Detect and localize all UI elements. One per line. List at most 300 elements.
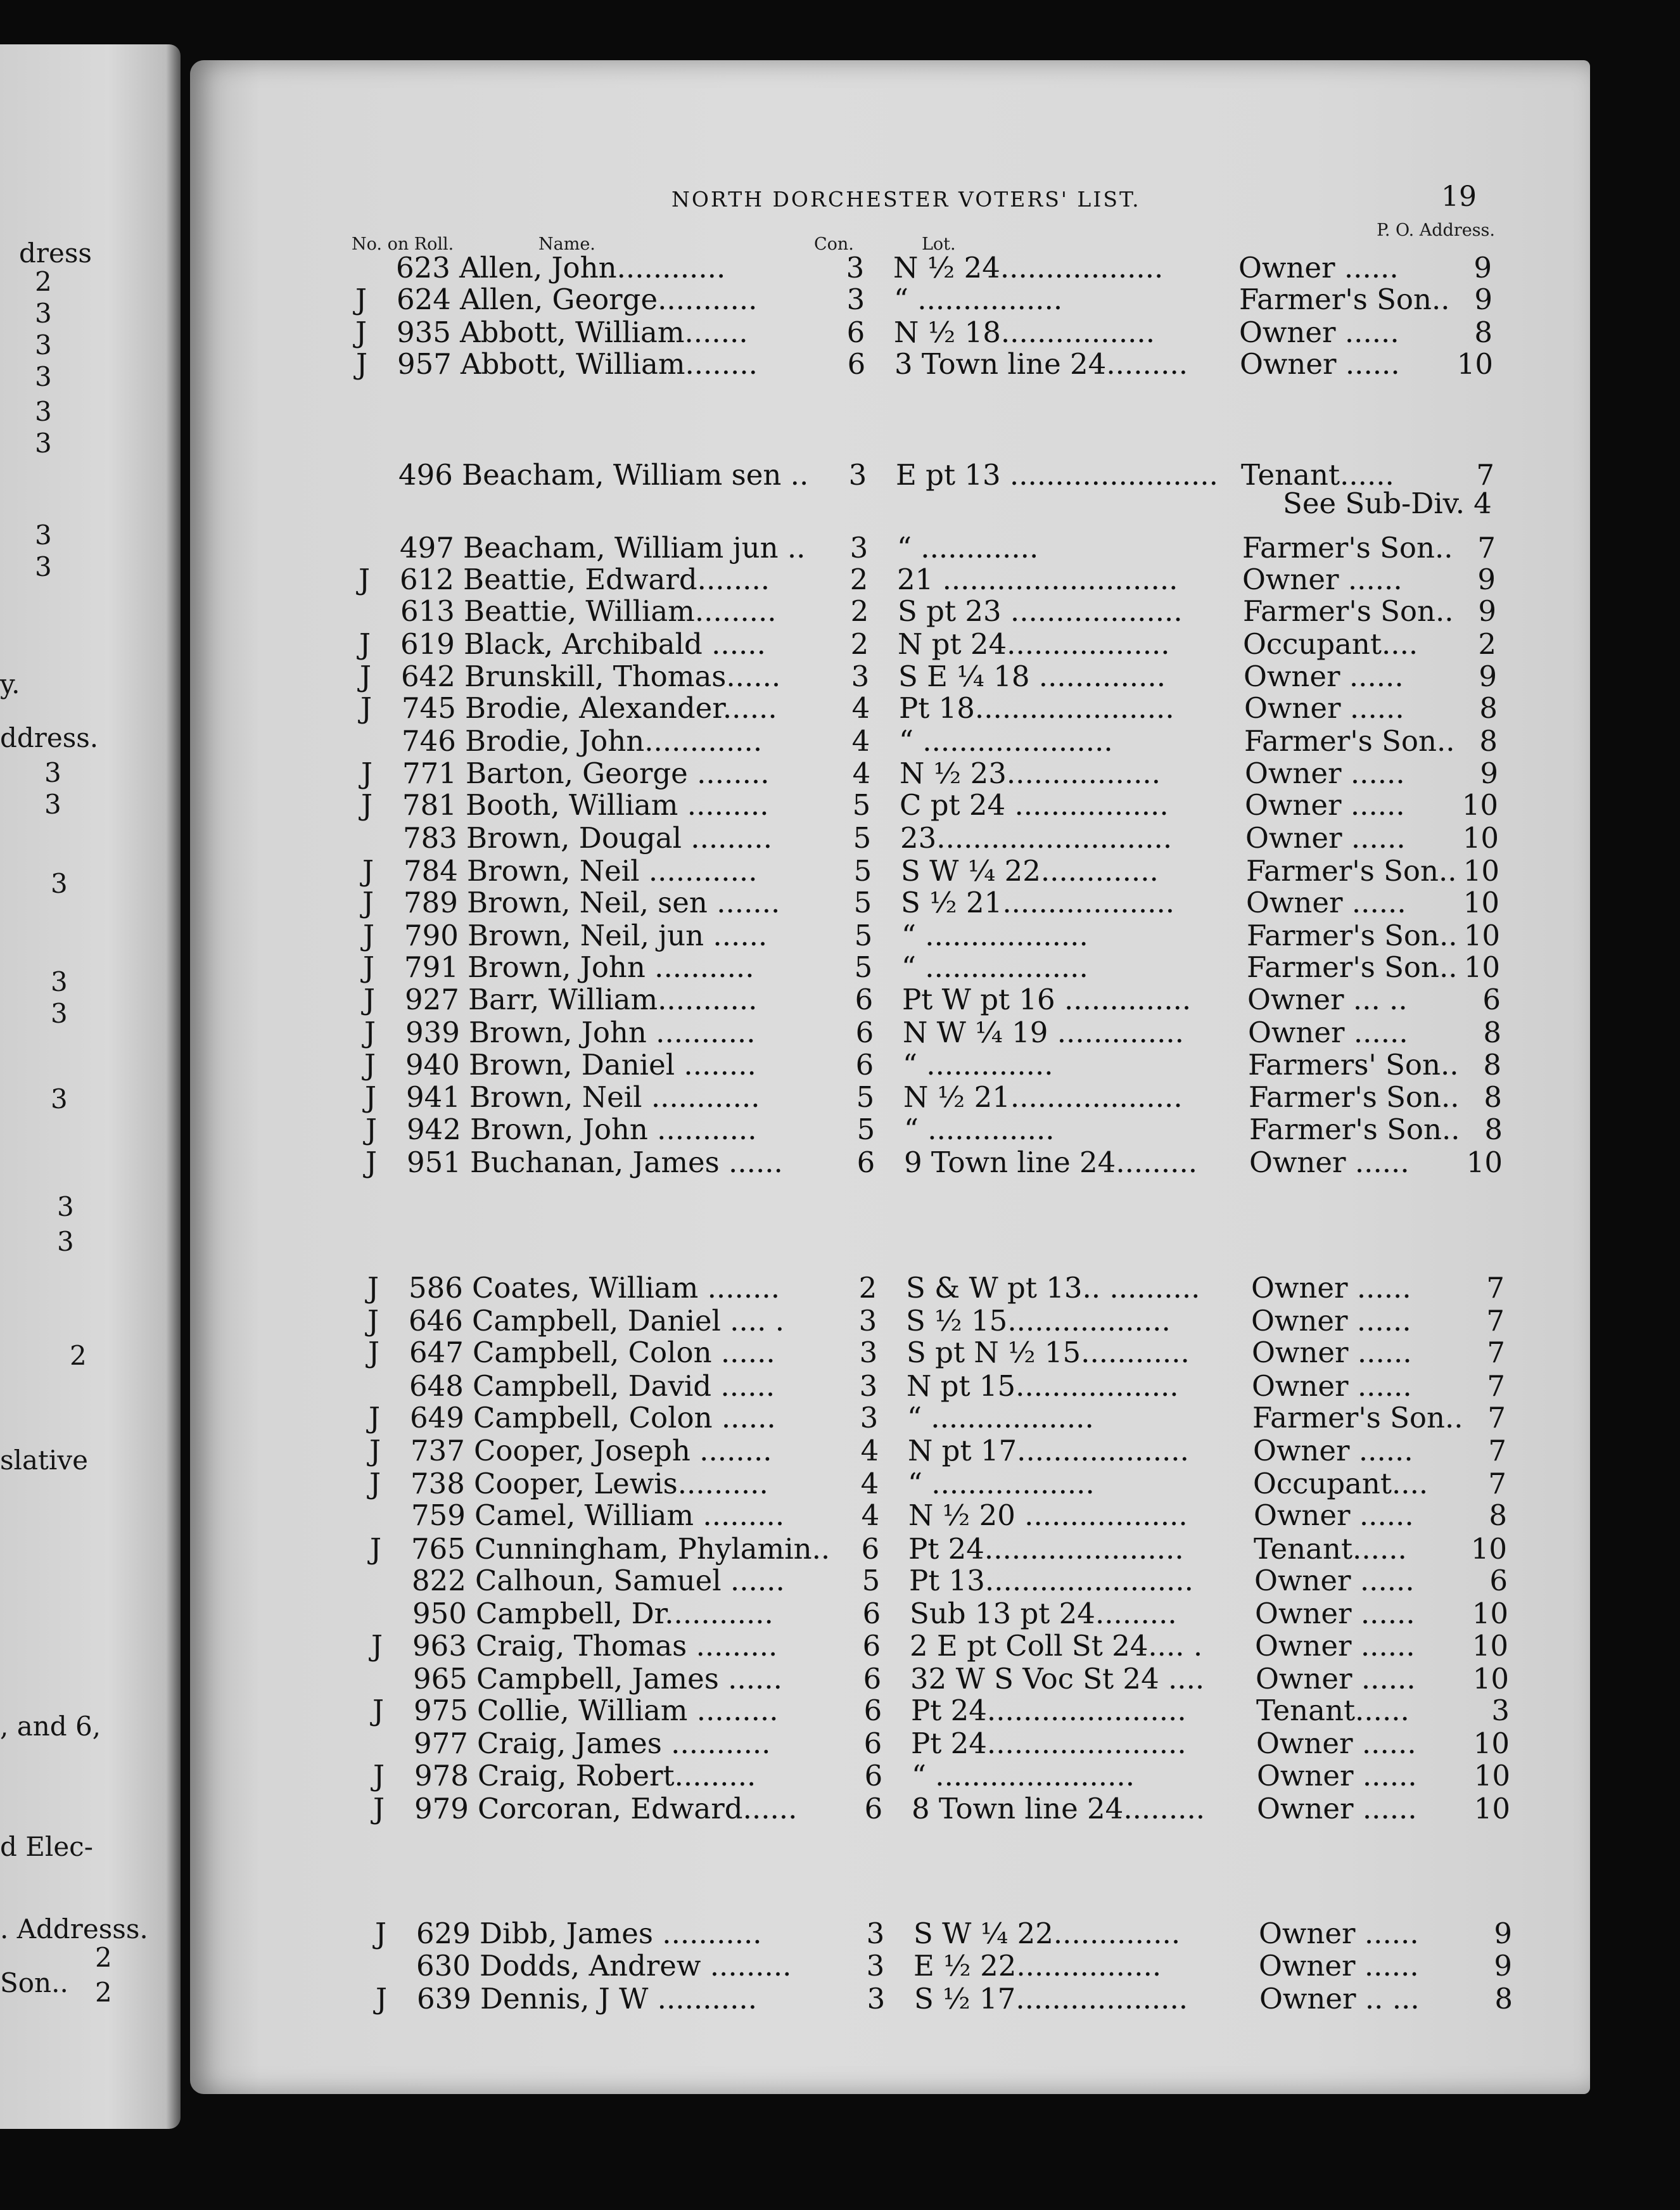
voter-entry bbox=[0, 1434, 1680, 1466]
entry-name: Beacham, William jun .. bbox=[463, 531, 806, 565]
entry-address: 10 bbox=[1473, 1759, 1510, 1792]
voter-entry bbox=[0, 1146, 1680, 1177]
entry-address: 8 bbox=[1479, 691, 1498, 725]
entry-status: Farmer's Son.. bbox=[1246, 854, 1457, 888]
voter-entry bbox=[0, 1982, 1680, 2014]
entry-status: Tenant...... bbox=[1254, 1532, 1407, 1566]
entry-roll: 737 bbox=[410, 1434, 465, 1467]
entry-lot: S W ¼ 22............. bbox=[901, 854, 1159, 888]
entry-address: 7 bbox=[1476, 458, 1494, 492]
voter-entry bbox=[0, 1727, 1680, 1758]
entry-name: Cunningham, Phylamin.. bbox=[474, 1532, 830, 1566]
entry-status: Owner ...... bbox=[1254, 1498, 1414, 1532]
entry-address: 8 bbox=[1483, 1016, 1501, 1049]
entry-status: Farmer's Son.. bbox=[1249, 1113, 1460, 1146]
entry-name: Dennis, J W ........... bbox=[480, 1982, 758, 2015]
entry-lot: 3 Town line 24......... bbox=[894, 347, 1188, 381]
voter-entry bbox=[0, 283, 1680, 314]
entry-mark: J bbox=[369, 1401, 381, 1434]
voter-entry bbox=[0, 347, 1680, 379]
column-header-con: Con. bbox=[814, 234, 854, 254]
entry-status: Owner ...... bbox=[1255, 1629, 1415, 1663]
entry-address: 10 bbox=[1473, 1727, 1510, 1760]
entry-status: Owner ...... bbox=[1257, 1759, 1417, 1792]
voter-entry bbox=[0, 458, 1680, 490]
entry-name: Craig, Robert......... bbox=[478, 1759, 756, 1792]
left-page-fragment: 2 bbox=[35, 266, 52, 297]
entry-name: Black, Archibald ...... bbox=[464, 627, 766, 661]
entry-name: Abbott, William........ bbox=[461, 347, 758, 381]
entry-con: 3 bbox=[848, 458, 867, 492]
voter-entry bbox=[0, 1048, 1680, 1080]
entry-status: Owner ...... bbox=[1252, 1336, 1412, 1369]
left-page-fragment: . Addresss. bbox=[0, 1913, 148, 1945]
entry-con: 3 bbox=[846, 283, 865, 316]
entry-address: 6 bbox=[1482, 983, 1501, 1016]
left-page-fragment: 2 bbox=[70, 1340, 87, 1371]
entry-lot: Pt 13....................... bbox=[909, 1564, 1193, 1597]
entry-roll: 940 bbox=[405, 1048, 460, 1082]
entry-mark: J bbox=[368, 1336, 380, 1369]
entry-con: 5 bbox=[856, 1113, 875, 1146]
entry-status: Owner ...... bbox=[1256, 1662, 1416, 1696]
entry-con: 5 bbox=[862, 1564, 881, 1597]
entry-roll: 497 bbox=[400, 531, 454, 565]
entry-con: 6 bbox=[862, 1597, 881, 1630]
entry-name: Brown, John ........... bbox=[468, 950, 754, 984]
voter-entry bbox=[0, 1113, 1680, 1144]
left-page-fragment: 3 bbox=[57, 1191, 74, 1222]
voter-entry bbox=[0, 1759, 1680, 1791]
entry-lot: 32 W S Voc St 24 .... bbox=[910, 1662, 1205, 1696]
entry-roll: 771 bbox=[402, 757, 457, 790]
voter-entry bbox=[0, 594, 1680, 626]
left-page-fragment: 3 bbox=[35, 428, 52, 459]
voter-entry bbox=[0, 1304, 1680, 1336]
entry-address: 7 bbox=[1487, 1401, 1506, 1434]
entry-roll: 649 bbox=[410, 1401, 464, 1434]
entry-roll: 950 bbox=[412, 1597, 467, 1630]
entry-con: 3 bbox=[867, 1982, 886, 2015]
entry-address: 9 bbox=[1479, 660, 1497, 693]
entry-con: 2 bbox=[850, 594, 869, 628]
entry-address: 8 bbox=[1483, 1048, 1501, 1082]
entry-mark: J bbox=[362, 886, 374, 919]
entry-mark: J bbox=[363, 950, 375, 984]
entry-name: Campbell, Daniel .... . bbox=[472, 1304, 785, 1338]
entry-lot: N ½ 24.................. bbox=[893, 251, 1164, 284]
entry-name: Dibb, James ........... bbox=[480, 1917, 762, 1950]
voter-entry bbox=[0, 531, 1680, 563]
entry-mark: J bbox=[359, 627, 371, 661]
voter-entry bbox=[0, 788, 1680, 820]
entry-con: 3 bbox=[858, 1304, 877, 1338]
entry-status: Owner ...... bbox=[1251, 1271, 1411, 1305]
entry-con: 4 bbox=[851, 691, 870, 725]
voter-entry bbox=[0, 316, 1680, 347]
entry-status: Farmer's Son.. bbox=[1247, 950, 1458, 984]
entry-name: Camel, William ......... bbox=[474, 1498, 785, 1532]
entry-con: 6 bbox=[856, 1146, 875, 1179]
entry-lot: Pt W pt 16 .............. bbox=[902, 983, 1192, 1016]
entry-lot: S ½ 21................... bbox=[901, 886, 1175, 919]
entry-con: 5 bbox=[854, 919, 873, 952]
voter-entry bbox=[0, 821, 1680, 853]
entry-address: 10 bbox=[1463, 854, 1499, 888]
entry-name: Cooper, Joseph ........ bbox=[474, 1434, 772, 1467]
entry-name: Brown, Daniel ........ bbox=[469, 1048, 756, 1082]
entry-mark: J bbox=[366, 1146, 378, 1179]
voter-entry bbox=[0, 660, 1680, 691]
entry-roll: 790 bbox=[404, 919, 459, 952]
entry-name: Campbell, Colon ...... bbox=[473, 1401, 776, 1434]
entry-lot: S ½ 17................... bbox=[914, 1982, 1188, 2015]
left-page-fragment: 2 bbox=[95, 1942, 112, 1973]
column-header-address: P. O. Address. bbox=[1377, 220, 1495, 240]
left-page-fragment: 3 bbox=[51, 1083, 68, 1115]
entry-lot: Pt 24...................... bbox=[908, 1532, 1184, 1566]
entry-name: Beattie, Edward........ bbox=[463, 563, 770, 596]
entry-con: 2 bbox=[850, 563, 869, 596]
entry-lot: S ½ 15.................. bbox=[906, 1304, 1171, 1338]
entry-con: 6 bbox=[855, 1048, 874, 1082]
entry-roll: 783 bbox=[403, 821, 457, 855]
entry-roll: 977 bbox=[414, 1727, 468, 1760]
entry-lot: “ .............. bbox=[904, 1113, 1055, 1146]
voter-entry bbox=[0, 1917, 1680, 1948]
entry-status: Farmer's Son.. bbox=[1243, 594, 1454, 628]
entry-name: Campbell, James ...... bbox=[476, 1662, 782, 1696]
entry-con: 4 bbox=[860, 1434, 879, 1467]
entry-mark: J bbox=[360, 691, 372, 725]
entry-status: Owner .. ... bbox=[1259, 1982, 1420, 2015]
voter-entry bbox=[0, 1016, 1680, 1047]
left-page-fragment: 3 bbox=[35, 551, 52, 582]
entry-address: 10 bbox=[1466, 1146, 1503, 1179]
entry-con: 6 bbox=[855, 1016, 874, 1049]
entry-address: 9 bbox=[1473, 251, 1492, 284]
voter-entry bbox=[0, 1949, 1680, 1981]
entry-name: Brodie, John............. bbox=[465, 724, 763, 758]
entry-status: Owner ...... bbox=[1244, 660, 1404, 693]
voter-entry bbox=[0, 854, 1680, 886]
entry-con: 6 bbox=[855, 983, 874, 1016]
left-page-fragment: Son.. bbox=[0, 1967, 68, 1998]
entry-status: Owner ...... bbox=[1245, 757, 1405, 790]
entry-address: 9 bbox=[1494, 1917, 1512, 1950]
entry-con: 3 bbox=[851, 660, 870, 693]
column-header-lot: Lot. bbox=[922, 234, 956, 254]
entry-address: 7 bbox=[1488, 1467, 1506, 1500]
left-page-fragment: 3 bbox=[35, 329, 52, 361]
voter-entry bbox=[0, 1080, 1680, 1112]
entry-status: Farmer's Son.. bbox=[1242, 531, 1453, 565]
entry-name: Allen, George........... bbox=[460, 283, 758, 316]
entry-roll: 586 bbox=[409, 1271, 463, 1305]
left-page-fragment: 3 bbox=[51, 868, 68, 899]
column-header-roll: No. on Roll. bbox=[352, 234, 454, 254]
entry-roll: 957 bbox=[397, 347, 452, 381]
entry-name: Corcoran, Edward...... bbox=[478, 1792, 798, 1825]
entry-con: 5 bbox=[852, 788, 871, 822]
entry-address: 9 bbox=[1477, 563, 1496, 596]
entry-address: 10 bbox=[1463, 950, 1500, 984]
entry-roll: 822 bbox=[412, 1564, 466, 1597]
entry-address: 10 bbox=[1463, 919, 1500, 952]
entry-con: 2 bbox=[858, 1271, 877, 1305]
entry-status: Owner ...... bbox=[1249, 1146, 1410, 1179]
entry-name: Dodds, Andrew ......... bbox=[480, 1949, 792, 1983]
entry-roll: 979 bbox=[414, 1792, 469, 1825]
entry-con: 3 bbox=[846, 251, 865, 284]
entry-con: 3 bbox=[866, 1949, 885, 1983]
entry-lot: “ ..................... bbox=[899, 724, 1113, 758]
entry-status: Owner ...... bbox=[1238, 251, 1399, 284]
entry-lot: 23.......................... bbox=[900, 821, 1173, 855]
entry-mark: J bbox=[355, 283, 367, 316]
voter-entry bbox=[0, 1271, 1680, 1303]
entry-lot: N pt 24.................. bbox=[898, 627, 1170, 661]
entry-address: 10 bbox=[1461, 788, 1498, 822]
entry-address: 9 bbox=[1474, 283, 1492, 316]
entry-lot: Pt 24...................... bbox=[911, 1727, 1187, 1760]
entry-con: 3 bbox=[859, 1336, 878, 1369]
entry-roll: 784 bbox=[404, 854, 458, 888]
entry-status: Owner ...... bbox=[1248, 1016, 1408, 1049]
voter-entry bbox=[0, 886, 1680, 917]
voter-entry bbox=[0, 1564, 1680, 1595]
entry-mark: J bbox=[356, 347, 368, 381]
entry-status: Owner ...... bbox=[1259, 1917, 1419, 1950]
entry-mark: J bbox=[361, 757, 373, 790]
left-page-fragment: 3 bbox=[57, 1226, 74, 1257]
entry-lot: E ½ 22................ bbox=[913, 1949, 1162, 1983]
entry-address: 9 bbox=[1480, 757, 1498, 790]
entry-address: 8 bbox=[1494, 1982, 1513, 2015]
entry-con: 5 bbox=[856, 1080, 875, 1114]
entry-status: Farmer's Son.. bbox=[1239, 283, 1450, 316]
entry-con: 4 bbox=[852, 757, 871, 790]
entry-lot: “ .................. bbox=[907, 1401, 1094, 1434]
voter-entry bbox=[0, 1629, 1680, 1661]
entry-name: Buchanan, James ...... bbox=[470, 1146, 783, 1179]
entry-address: 6 bbox=[1489, 1564, 1508, 1597]
entry-con: 3 bbox=[860, 1401, 879, 1434]
left-page-fragment: 3 bbox=[35, 361, 52, 392]
entry-address: 8 bbox=[1489, 1498, 1507, 1532]
entry-mark: J bbox=[366, 1113, 378, 1146]
left-page-fragment: 3 bbox=[44, 789, 61, 820]
left-page-fragment: dress bbox=[19, 238, 92, 269]
entry-mark: J bbox=[363, 919, 375, 952]
entry-roll: 624 bbox=[397, 283, 451, 316]
entry-status: Occupant.... bbox=[1253, 1467, 1429, 1500]
left-page-fragment: d Elec- bbox=[0, 1831, 93, 1862]
entry-status: Owner ...... bbox=[1245, 788, 1405, 822]
entry-name: Brown, John ........... bbox=[470, 1113, 757, 1146]
entry-address: 9 bbox=[1494, 1949, 1512, 1983]
entry-lot: S E ¼ 18 .............. bbox=[898, 660, 1166, 693]
entry-mark: J bbox=[372, 1694, 385, 1727]
entry-lot: “ .............. bbox=[903, 1048, 1053, 1082]
entry-address: 8 bbox=[1474, 316, 1492, 349]
entry-lot: S pt N ½ 15............ bbox=[907, 1336, 1190, 1369]
entry-name: Barton, George ........ bbox=[466, 757, 770, 790]
entry-lot: “ ...................... bbox=[912, 1759, 1135, 1792]
voter-entry bbox=[0, 1694, 1680, 1725]
entry-roll: 613 bbox=[400, 594, 455, 628]
entry-mark: J bbox=[359, 563, 371, 596]
voter-entry bbox=[0, 1369, 1680, 1401]
entry-roll: 765 bbox=[411, 1532, 466, 1566]
entry-con: 6 bbox=[863, 1694, 882, 1727]
voter-entry bbox=[0, 1401, 1680, 1433]
entry-status: Owner ...... bbox=[1242, 563, 1403, 596]
entry-con: 6 bbox=[861, 1532, 880, 1566]
entry-roll: 746 bbox=[402, 724, 456, 758]
entry-con: 5 bbox=[854, 950, 873, 984]
entry-roll: 612 bbox=[400, 563, 454, 596]
left-page-fragment: y. bbox=[0, 668, 20, 699]
entry-status: Owner ...... bbox=[1253, 1434, 1413, 1467]
left-page-fragment: slative bbox=[0, 1445, 88, 1476]
entry-status: Farmer's Son.. bbox=[1247, 919, 1458, 952]
entry-status: Owner ...... bbox=[1254, 1564, 1415, 1597]
left-page-fragment: 3 bbox=[35, 520, 52, 551]
entry-address: 10 bbox=[1472, 1597, 1508, 1630]
entry-roll: 941 bbox=[406, 1080, 461, 1114]
entry-lot: 2 E pt Coll St 24.... . bbox=[910, 1629, 1203, 1663]
entry-mark: J bbox=[360, 660, 372, 693]
voter-entry bbox=[0, 251, 1680, 283]
entry-address: 10 bbox=[1462, 821, 1499, 855]
entry-name: Campbell, David ...... bbox=[473, 1369, 775, 1403]
entry-roll: 639 bbox=[417, 1982, 471, 2015]
entry-address: 10 bbox=[1472, 1629, 1508, 1663]
entry-status: Owner ...... bbox=[1246, 886, 1406, 919]
entry-address: 2 bbox=[1478, 627, 1496, 661]
entry-con: 4 bbox=[860, 1467, 879, 1500]
entry-status: Owner ...... bbox=[1255, 1597, 1415, 1630]
entry-roll: 939 bbox=[405, 1016, 460, 1049]
entry-address: 9 bbox=[1478, 594, 1496, 628]
entry-roll: 942 bbox=[407, 1113, 461, 1146]
entry-name: Craig, James ........... bbox=[477, 1727, 771, 1760]
entry-name: Beattie, William......... bbox=[464, 594, 777, 628]
entry-con: 3 bbox=[850, 531, 869, 565]
voter-entry bbox=[0, 919, 1680, 950]
entry-address: 8 bbox=[1484, 1080, 1502, 1114]
entry-address: 7 bbox=[1487, 1336, 1505, 1369]
entry-mark: J bbox=[355, 316, 367, 349]
entry-name: Campbell, Colon ...... bbox=[473, 1336, 775, 1369]
voter-entry bbox=[0, 691, 1680, 723]
entry-address: 7 bbox=[1486, 1271, 1505, 1305]
entry-mark: J bbox=[362, 854, 374, 888]
entry-lot: N W ¼ 19 .............. bbox=[903, 1016, 1184, 1049]
entry-address: 7 bbox=[1477, 531, 1496, 565]
entry-mark: J bbox=[369, 1467, 381, 1500]
entry-status: Owner ...... bbox=[1240, 347, 1400, 381]
left-page-fragment: 3 bbox=[35, 396, 52, 427]
entry-roll: 789 bbox=[404, 886, 458, 919]
entry-lot: Sub 13 pt 24......... bbox=[910, 1597, 1177, 1630]
left-page-fragment: 3 bbox=[51, 966, 68, 997]
entry-name: Campbell, Dr............ bbox=[476, 1597, 773, 1630]
entry-name: Brown, Dougal ......... bbox=[466, 821, 773, 855]
entry-roll: 759 bbox=[411, 1498, 466, 1532]
entry-roll: 935 bbox=[397, 316, 451, 349]
voter-entry bbox=[0, 1597, 1680, 1628]
left-page-fragment: ddress. bbox=[0, 722, 99, 753]
entry-mark: J bbox=[367, 1304, 379, 1338]
entry-lot: 8 Town line 24......... bbox=[912, 1792, 1206, 1825]
entry-address: 10 bbox=[1472, 1662, 1509, 1696]
entry-address: 7 bbox=[1488, 1434, 1506, 1467]
entry-mark: J bbox=[365, 1080, 377, 1114]
entry-status: Farmer's Son.. bbox=[1252, 1401, 1463, 1434]
entry-mark: J bbox=[361, 788, 373, 822]
entry-name: Brown, Neil, sen ....... bbox=[467, 886, 780, 919]
entry-status: Owner ...... bbox=[1244, 691, 1404, 725]
entry-lot: N pt 15.................. bbox=[907, 1369, 1179, 1403]
voter-entry bbox=[0, 1662, 1680, 1694]
entry-lot: 9 Town line 24......... bbox=[904, 1146, 1198, 1179]
entry-name: Abbott, William....... bbox=[460, 316, 748, 349]
voter-entry bbox=[0, 1498, 1680, 1530]
entry-mark: J bbox=[371, 1629, 383, 1663]
entry-mark: J bbox=[370, 1532, 382, 1566]
entry-roll: 965 bbox=[413, 1662, 468, 1696]
entry-status: Owner ...... bbox=[1239, 316, 1399, 349]
entry-name: Craig, Thomas ......... bbox=[476, 1629, 778, 1663]
entry-name: Coates, William ........ bbox=[472, 1271, 780, 1305]
entry-name: Allen, John............ bbox=[459, 251, 726, 284]
entry-mark: J bbox=[373, 1792, 385, 1825]
entry-address: 7 bbox=[1486, 1304, 1505, 1338]
entry-lot: “ .................. bbox=[901, 950, 1088, 984]
voter-entry bbox=[0, 1467, 1680, 1498]
entry-con: 6 bbox=[864, 1792, 883, 1825]
entry-status: Occupant.... bbox=[1243, 627, 1418, 661]
entry-roll: 745 bbox=[402, 691, 456, 725]
entry-roll: 927 bbox=[405, 983, 459, 1016]
entry-con: 5 bbox=[853, 821, 872, 855]
entry-status: Owner ...... bbox=[1256, 1727, 1416, 1760]
entry-name: Collie, William ......... bbox=[477, 1694, 779, 1727]
entry-name: Beacham, William sen .. bbox=[462, 458, 809, 492]
entry-address: 7 bbox=[1487, 1369, 1505, 1403]
entry-roll: 738 bbox=[410, 1467, 465, 1500]
entry-address: 8 bbox=[1484, 1113, 1503, 1146]
entry-name: Brown, Neil ............ bbox=[467, 854, 758, 888]
entry-con: 6 bbox=[846, 316, 865, 349]
entry-roll: 963 bbox=[412, 1629, 467, 1663]
voter-entry bbox=[0, 724, 1680, 756]
entry-name: Brodie, Alexander...... bbox=[465, 691, 777, 725]
column-header-name: Name. bbox=[538, 234, 595, 254]
entry-lot: “ .................. bbox=[908, 1467, 1095, 1500]
entry-status: Tenant...... bbox=[1241, 458, 1394, 492]
page-number: 19 bbox=[1441, 181, 1477, 213]
entry-status: Owner ...... bbox=[1245, 821, 1406, 855]
entry-roll: 630 bbox=[416, 1949, 471, 1983]
entry-name: Booth, William ......... bbox=[466, 788, 769, 822]
entry-status: Farmers' Son.. bbox=[1248, 1048, 1459, 1082]
entry-lot: S W ¼ 22.............. bbox=[913, 1917, 1181, 1950]
entry-name: Brunskill, Thomas...... bbox=[464, 660, 781, 693]
entry-roll: 629 bbox=[416, 1917, 471, 1950]
